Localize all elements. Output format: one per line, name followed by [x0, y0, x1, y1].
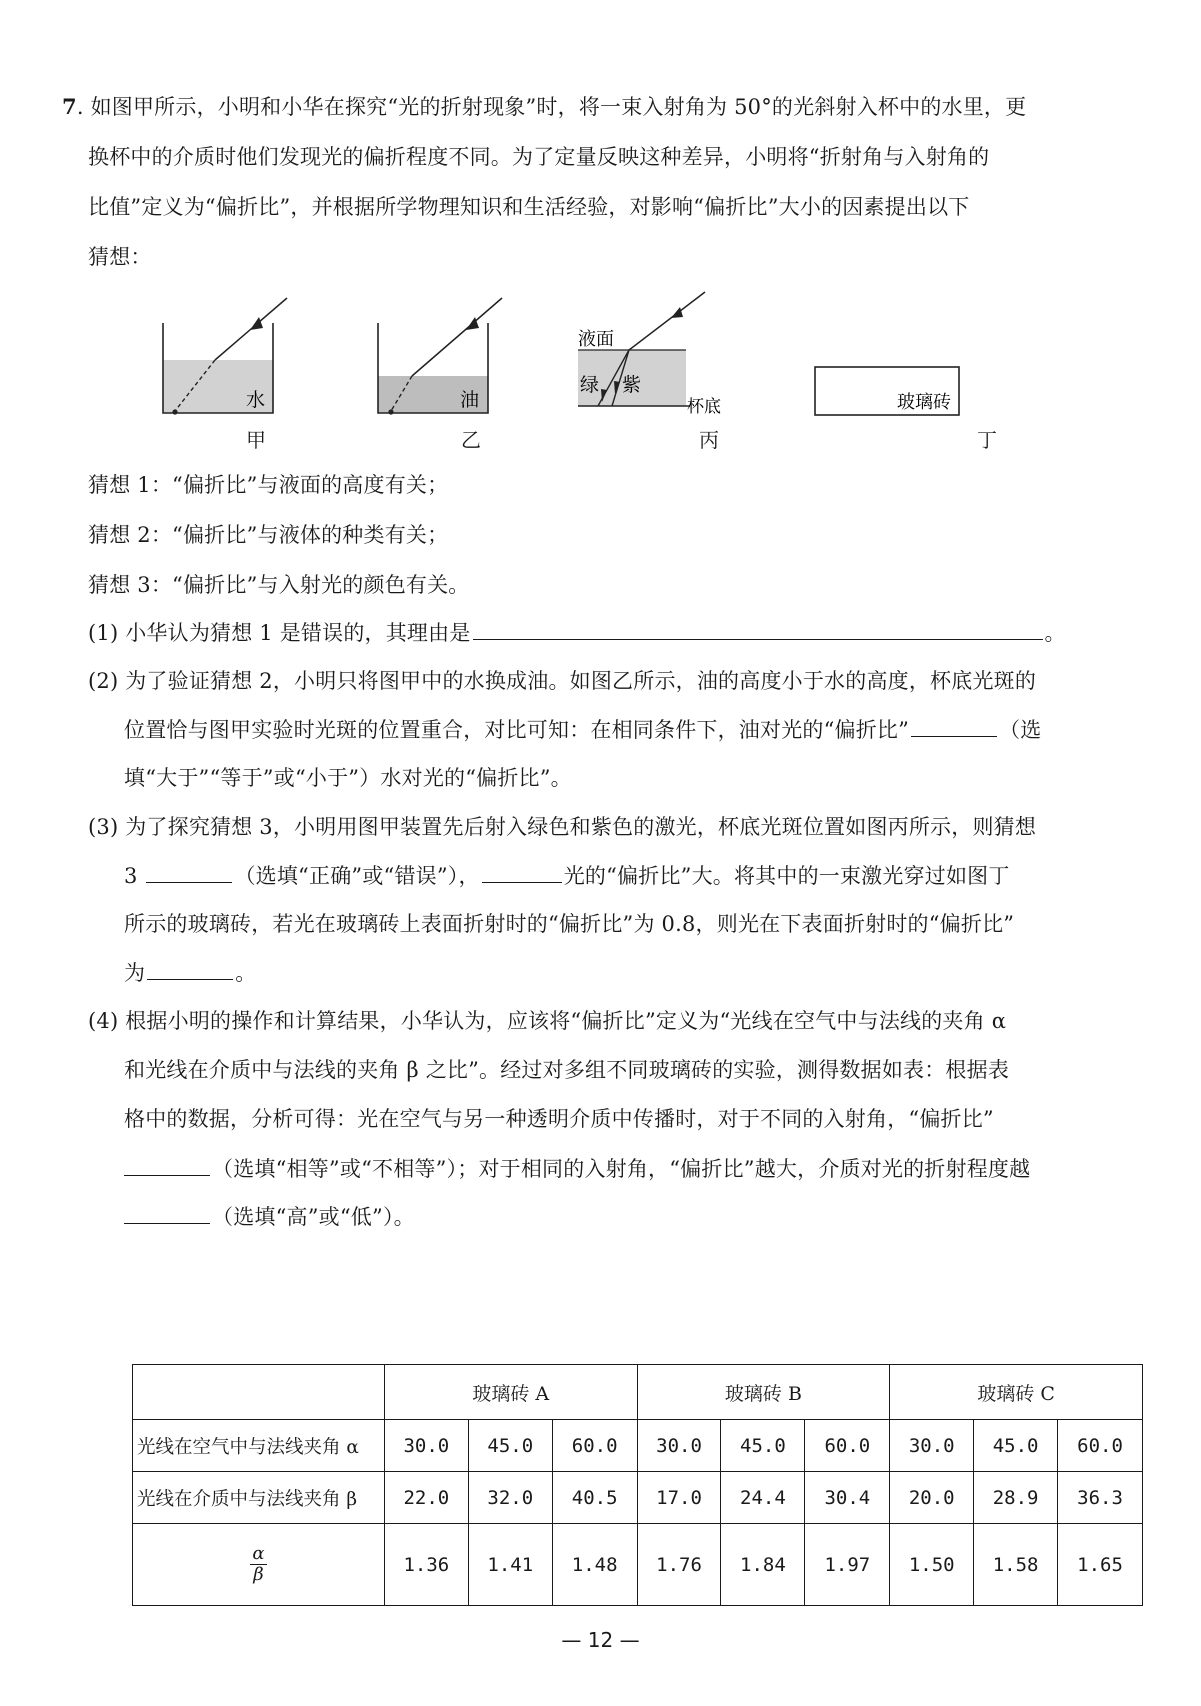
label-cup-bottom: 杯底 — [687, 397, 721, 417]
table-cell: 60.0 — [1058, 1420, 1143, 1472]
table-cell: 1.48 — [552, 1524, 637, 1606]
table-cell: 1.41 — [468, 1524, 552, 1606]
part-3-line-4 — [124, 957, 256, 988]
part-4-line-5 — [124, 1201, 415, 1232]
row-label-ratio — [133, 1524, 385, 1606]
table-cell: 32.0 — [468, 1472, 552, 1524]
column-glass-c: 玻璃砖 C — [890, 1365, 1143, 1420]
table-cell: 45.0 — [721, 1420, 805, 1472]
table-row — [133, 1524, 1143, 1606]
table-cell: 30.4 — [805, 1472, 890, 1524]
question-number: 7 — [62, 94, 77, 119]
table-cell: 45.0 — [974, 1420, 1058, 1472]
intro-text-2: 换杯中的介质时他们发现光的偏折程度不同。为了定量反映这种差异，小明将“折射角与入射角的 — [88, 145, 990, 169]
label-oil: 油 — [460, 389, 480, 411]
column-glass-b: 玻璃砖 B — [637, 1365, 890, 1420]
table-cell: 40.5 — [552, 1472, 637, 1524]
caption-ding: 丁 — [977, 428, 997, 452]
label-glass-brick: 玻璃砖 — [897, 392, 951, 413]
table-cell: 1.58 — [974, 1524, 1058, 1606]
label-water: 水 — [246, 389, 266, 411]
caption-yi: 乙 — [461, 428, 481, 452]
part-4-line-1: (4) 根据小明的操作和计算结果，小华认为，应该将“偏折比”定义为“光线在空气中与法线的夹角 α — [88, 1009, 1007, 1033]
part-1-end: 。 — [1044, 621, 1066, 645]
part-3-line-3: 所示的玻璃砖，若光在玻璃砖上表面折射时的“偏折比”为 0.8，则光在下表面折射时的“偏折比” — [124, 912, 1015, 936]
table-cell: 30.0 — [890, 1420, 974, 1472]
column-glass-a: 玻璃砖 A — [384, 1365, 637, 1420]
part-4-line-3: 格中的数据，分析可得：光在空气与另一种透明介质中传播时，对于不同的入射角，“偏折比” — [124, 1107, 994, 1131]
table-cell: 30.0 — [637, 1420, 721, 1472]
table-cell: 1.65 — [1058, 1524, 1143, 1606]
ratio-denominator: β — [253, 1564, 264, 1585]
answer-blank-2[interactable] — [911, 714, 997, 737]
answer-blank-1[interactable] — [473, 617, 1043, 640]
intro-text-4: 猜想： — [88, 245, 152, 269]
answer-blank-6[interactable] — [124, 1153, 210, 1176]
hypothesis-1: 猜想 1：“偏折比”与液面的高度有关； — [88, 473, 449, 497]
part-3-text-d: 为 — [124, 961, 146, 985]
label-purple: 紫 — [622, 374, 642, 396]
part-3-text-a: 3 — [124, 864, 138, 888]
part-4-line-2: 和光线在介质中与法线的夹角 β 之比”。经过对多组不同玻璃砖的实验，测得数据如表：根据表 — [124, 1058, 1010, 1082]
caption-bing: 丙 — [699, 428, 719, 452]
part-1-text: (1) 小华认为猜想 1 是错误的，其理由是 — [88, 621, 471, 645]
answer-blank-5[interactable] — [147, 957, 233, 980]
label-liquid-surface: 液面 — [578, 329, 614, 350]
table-corner — [133, 1365, 385, 1420]
hypothesis-2: 猜想 2：“偏折比”与液体的种类有关； — [88, 523, 449, 547]
part-2-line-3: 填“大于”“等于”或“小于”）水对光的“偏折比”。 — [124, 766, 572, 790]
part-3-text-e: 。 — [235, 961, 257, 985]
table-cell: 1.76 — [637, 1524, 721, 1606]
table-cell: 28.9 — [974, 1472, 1058, 1524]
table-cell: 22.0 — [384, 1472, 468, 1524]
part-2-text-a: 位置恰与图甲实验时光斑的位置重合，对比可知：在相同条件下，油对光的“偏折比” — [124, 718, 910, 742]
table-cell: 1.97 — [805, 1524, 890, 1606]
figure-bing — [578, 292, 721, 417]
part-1 — [88, 617, 1066, 648]
data-table — [132, 1364, 1143, 1606]
part-4-text-e: （选填“高”或“低”）。 — [212, 1205, 415, 1229]
table-cell: 20.0 — [890, 1472, 974, 1524]
part-2-text-b: （选 — [999, 718, 1042, 742]
table-row — [133, 1420, 1143, 1472]
part-4-line-4 — [124, 1153, 1030, 1184]
label-green: 绿 — [580, 374, 600, 396]
figure-yi — [378, 298, 502, 415]
part-3-line-2 — [124, 860, 1010, 891]
figure-jia — [163, 298, 287, 415]
table-cell: 1.50 — [890, 1524, 974, 1606]
intro-text-3: 比值”定义为“偏折比”，并根据所学物理知识和生活经验，对影响“偏折比”大小的因素提出以下 — [88, 195, 970, 219]
answer-blank-7[interactable] — [124, 1201, 210, 1224]
page-number: — 12 — — [561, 1628, 640, 1652]
table-cell: 60.0 — [552, 1420, 637, 1472]
part-3-text-b: （选填“正确”或“错误”）， — [234, 864, 480, 888]
hypothesis-3: 猜想 3：“偏折比”与入射光的颜色有关。 — [88, 573, 470, 597]
table-cell: 1.84 — [721, 1524, 805, 1606]
intro-text-1: . 如图甲所示，小明和小华在探究“光的折射现象”时，将一束入射角为 50°的光斜射入杯中的水里，更 — [76, 95, 1027, 119]
part-3-line-1: (3) 为了探究猜想 3，小明用图甲装置先后射入绿色和紫色的激光，杯底光斑位置如图丙所示，则猜想 — [88, 815, 1037, 839]
row-label-alpha: 光线在空气中与法线夹角 α — [133, 1420, 385, 1472]
ratio-fraction — [250, 1544, 266, 1585]
part-3-text-c: 光的“偏折比”大。将其中的一束激光穿过如图丁 — [563, 864, 1010, 888]
table-cell: 45.0 — [468, 1420, 552, 1472]
table-cell: 36.3 — [1058, 1472, 1143, 1524]
table-header-row — [133, 1365, 1143, 1420]
table-row — [133, 1472, 1143, 1524]
caption-jia: 甲 — [246, 428, 266, 452]
answer-blank-3[interactable] — [146, 860, 232, 883]
table-cell: 30.0 — [384, 1420, 468, 1472]
question-line-1 — [62, 92, 1026, 122]
part-2-line-1: (2) 为了验证猜想 2，小明只将图甲中的水换成油。如图乙所示，油的高度小于水的高度，杯底光斑的 — [88, 669, 1037, 693]
ratio-numerator: α — [252, 1543, 265, 1564]
table-cell: 1.36 — [384, 1524, 468, 1606]
figures-diagram — [150, 290, 1050, 430]
table-cell: 24.4 — [721, 1472, 805, 1524]
figure-ding — [815, 367, 959, 415]
table-cell: 17.0 — [637, 1472, 721, 1524]
row-label-beta: 光线在介质中与法线夹角 β — [133, 1472, 385, 1524]
part-4-text-d: （选填“相等”或“不相等”）；对于相同的入射角，“偏折比”越大，介质对光的折射程度越 — [212, 1157, 1031, 1181]
part-2-line-2 — [124, 714, 1041, 745]
table-cell: 60.0 — [805, 1420, 890, 1472]
answer-blank-4[interactable] — [482, 860, 562, 883]
